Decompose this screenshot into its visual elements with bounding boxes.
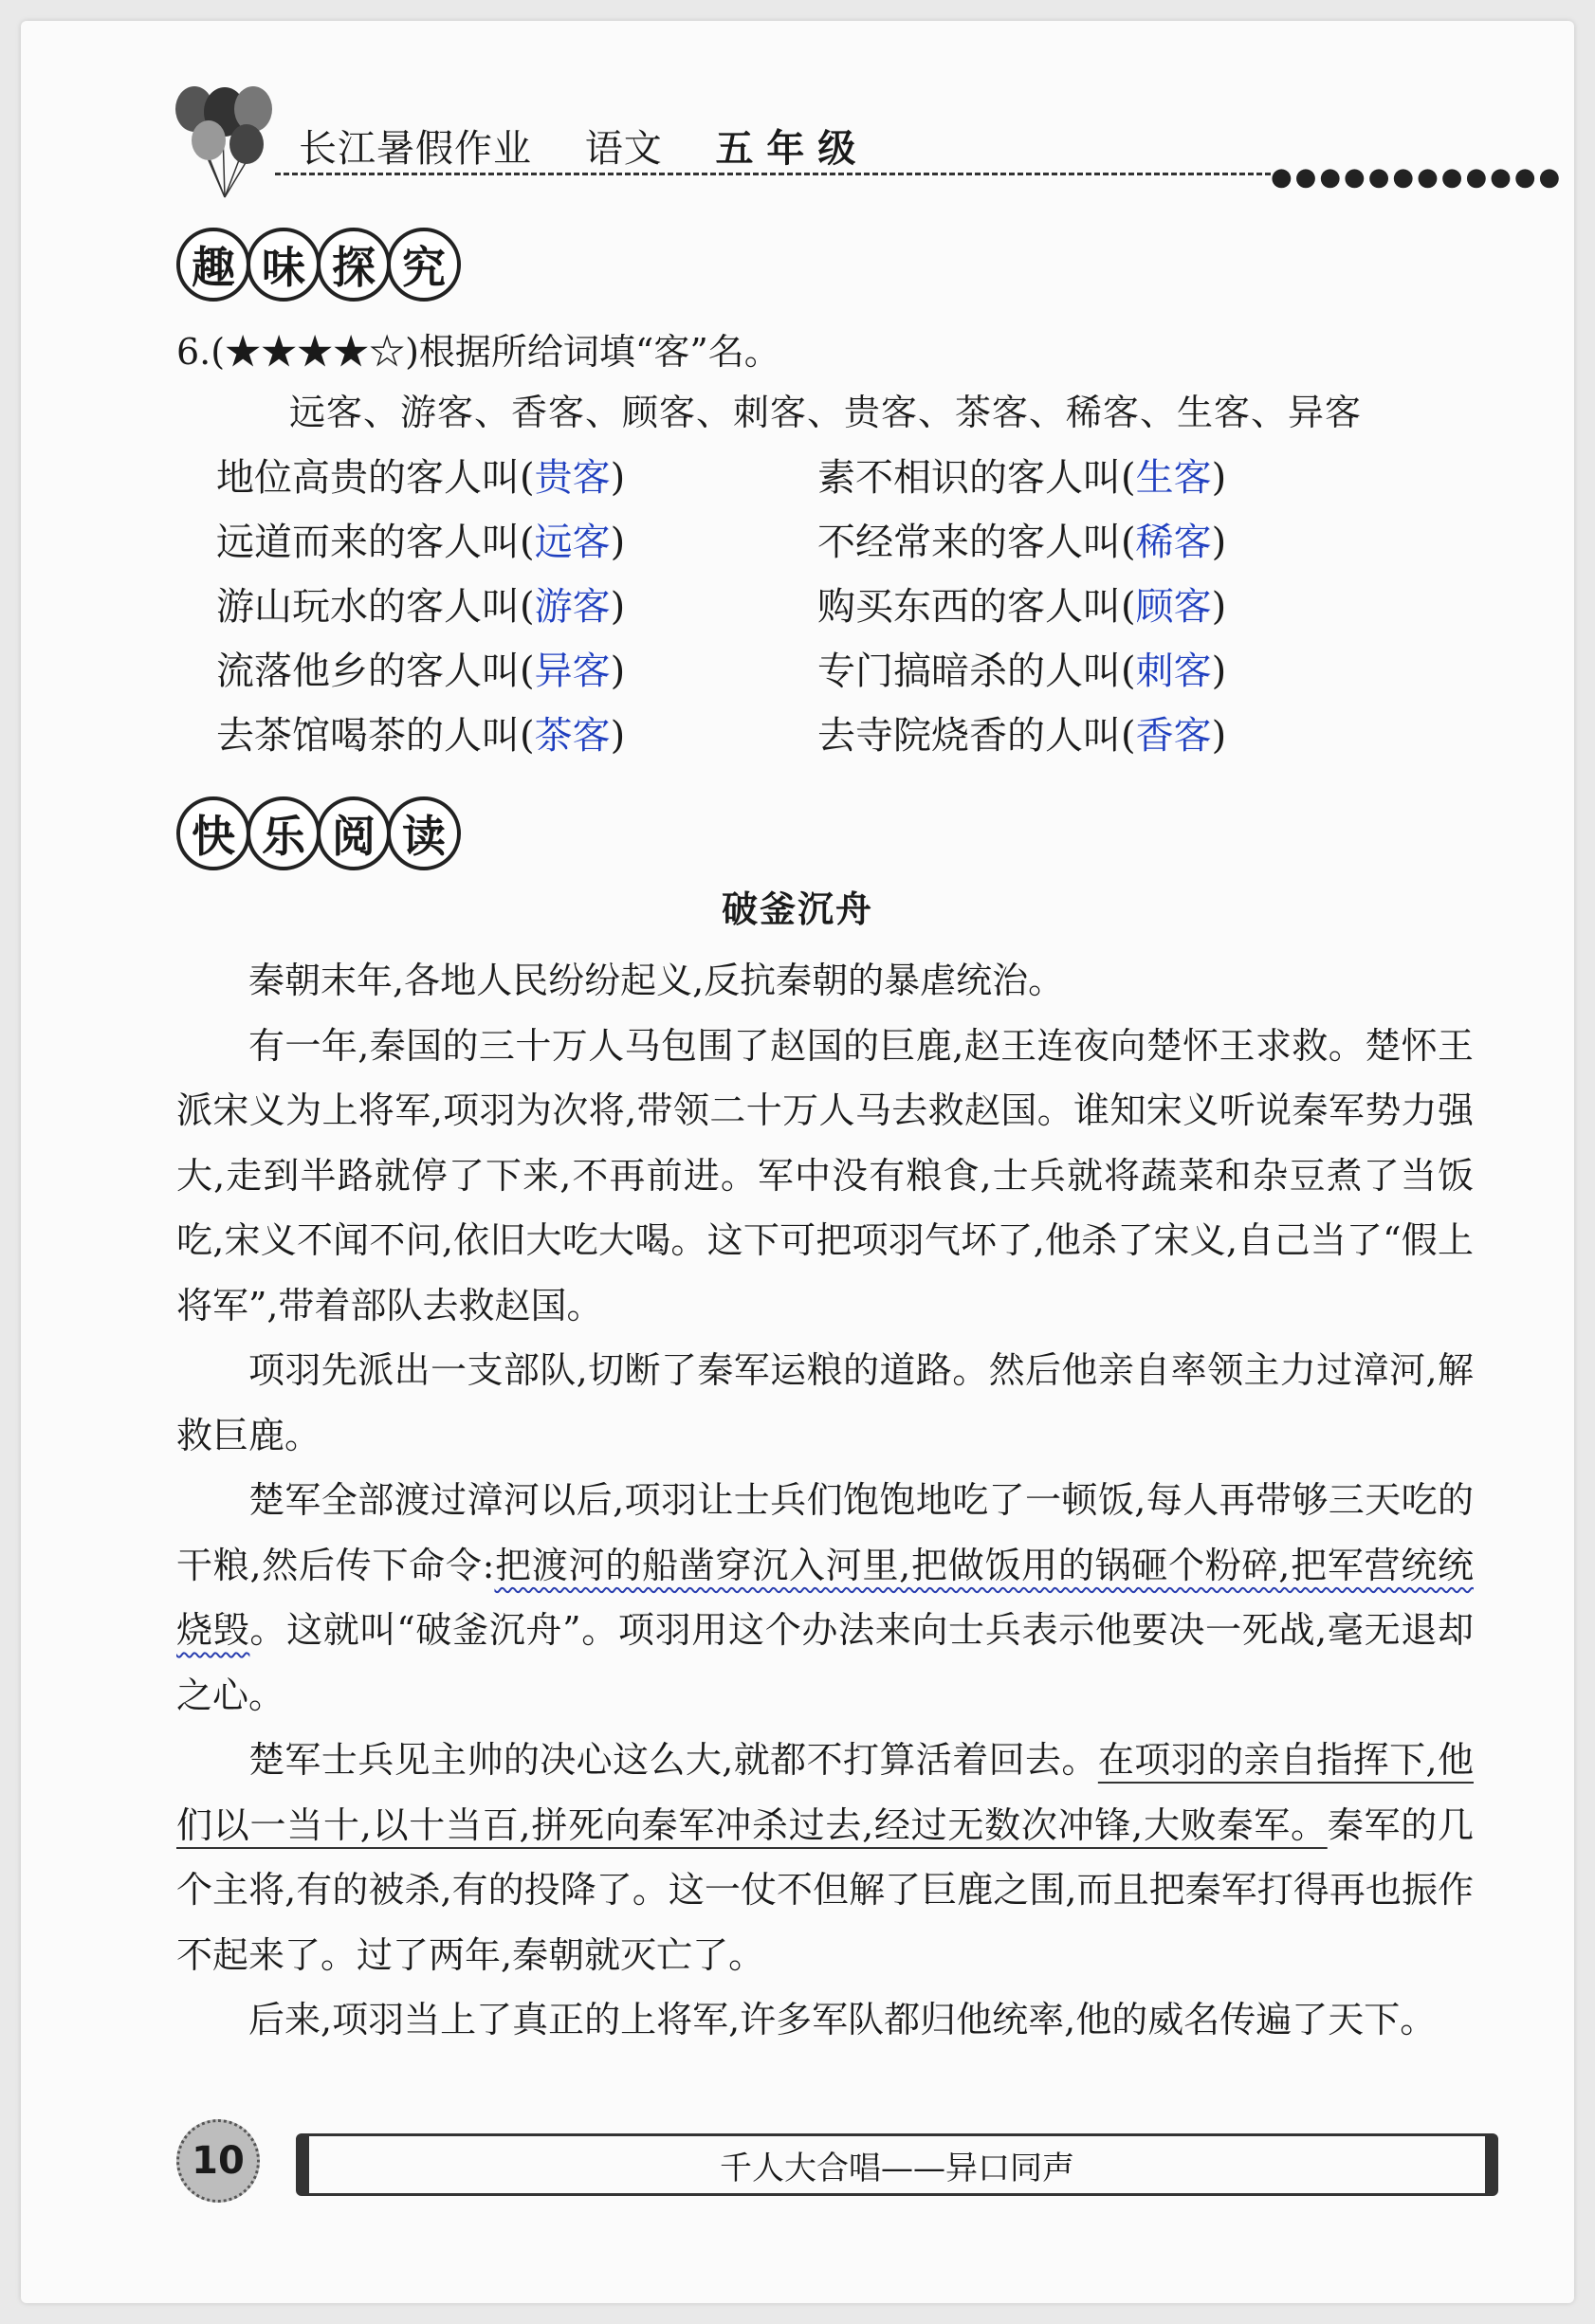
paragraph: 项羽先派出一支部队,切断了秦军运粮的道路。然后他亲自率领主力过漳河,解救巨鹿。 xyxy=(176,1349,1474,1456)
badge-char: 读 xyxy=(387,796,461,870)
balloons-icon xyxy=(166,76,280,199)
answer: 游客 xyxy=(534,585,611,629)
footer-motto: 千人大合唱——异口同声 xyxy=(720,2149,1074,2187)
fill-item: 去寺院烧香的人叫(香客) xyxy=(817,714,1227,758)
header-dots: ●●●●●●●●●●●● xyxy=(1271,163,1564,192)
paragraph: 楚军全部渡过漳河以后,项羽让士兵们饱饱地吃了一顿饭,每人再带够三天吃的干粮,然后传下命令:把渡河的船凿穿沉入河里,把做饭用的锅砸个粉碎,把军营统统烧毁。这就叫“破釜沉舟”。项羽用这个办法来向士兵表示他要决一死战,毫无退却之心。 xyxy=(176,1479,1474,1716)
fill-item: 远道而来的客人叫(远客) xyxy=(216,521,626,564)
fill-item: 购买东西的客人叫(顾客) xyxy=(817,585,1227,629)
answer: 香客 xyxy=(1135,714,1212,758)
badge-char: 味 xyxy=(247,228,321,302)
badge-char: 究 xyxy=(387,228,461,302)
underlined-text: 在项羽的亲自指挥下,他们以一当十,以十当百,拼死向秦军冲杀过去,经过无数次冲锋,大败秦军。 xyxy=(176,1739,1474,1846)
answer: 顾客 xyxy=(1135,585,1212,629)
answer: 稀客 xyxy=(1135,521,1212,564)
word-list: 远客、游客、香客、顾客、刺客、贵客、茶客、稀客、生客、异客 xyxy=(289,392,1363,433)
section-badge-fun-explore xyxy=(176,228,457,302)
answer: 异客 xyxy=(534,650,611,693)
passage-body xyxy=(176,948,1474,2053)
fill-item: 流落他乡的客人叫(异客) xyxy=(216,650,626,693)
answer: 茶客 xyxy=(534,714,611,758)
section-badge-happy-reading xyxy=(176,796,457,870)
badge-char: 阅 xyxy=(317,796,391,870)
badge-char: 探 xyxy=(317,228,391,302)
paragraph: 后来,项羽当上了真正的上将军,许多军队都归他统率,他的威名传遍了天下。 xyxy=(248,1999,1437,2040)
answer: 刺客 xyxy=(1135,650,1212,693)
fill-item: 不经常来的客人叫(稀客) xyxy=(817,521,1227,564)
paragraph: 有一年,秦国的三十万人马包围了赵国的巨鹿,赵王连夜向楚怀王求救。楚怀王派宋义为上将军,项羽为次将,带领二十万人马去救赵国。谁知宋义听说秦军势力强大,走到半路就停了下来,不再前进。军中没有粮食,士兵就将蔬菜和杂豆煮了当饭吃,宋义不闻不问,依旧大吃大喝。这下可把项羽气坏了,他杀了宋义,自己当了“假上将军”,带着部队去救赵国。 xyxy=(176,1024,1474,1327)
header-divider xyxy=(275,173,1271,175)
fill-item: 素不相识的客人叫(生客) xyxy=(817,456,1227,500)
book-title: 长江暑假作业 xyxy=(299,127,532,171)
fill-item: 游山玩水的客人叫(游客) xyxy=(216,585,626,629)
badge-char: 趣 xyxy=(176,228,250,302)
paragraph: 楚军士兵见主帅的决心这么大,就都不打算活着回去。在项羽的亲自指挥下,他们以一当十,以十当百,拼死向秦军冲杀过去,经过无数次冲锋,大败秦军。秦军的几个主将,有的被杀,有的投降了。这一仗不但解了巨鹿之围,而且把秦军打得再也振作不起来了。过了两年,秦朝就灭亡了。 xyxy=(176,1739,1474,1976)
page-number: 10 xyxy=(176,2119,260,2203)
wavy-underlined-text: 把渡河的船凿穿沉入河里,把做饭用的锅砸个粉碎,把军营统统烧毁 xyxy=(176,1544,1474,1651)
paragraph: 秦朝末年,各地人民纷纷起义,反抗秦朝的暴虐统治。 xyxy=(248,960,1065,1001)
answer: 生客 xyxy=(1135,456,1212,500)
answer: 远客 xyxy=(534,521,611,564)
passage-title: 破釜沉舟 xyxy=(721,888,873,930)
footer-scroll-banner xyxy=(296,2133,1498,2196)
subject-label: 语文 xyxy=(584,127,663,171)
badge-char: 乐 xyxy=(247,796,321,870)
grade-label: 五年级 xyxy=(715,127,870,171)
badge-char: 快 xyxy=(176,796,250,870)
fill-item: 去茶馆喝茶的人叫(茶客) xyxy=(216,714,626,758)
fill-item: 地位高贵的客人叫(贵客) xyxy=(216,456,626,500)
running-header xyxy=(299,119,908,173)
fill-item: 专门搞暗杀的人叫(刺客) xyxy=(817,650,1227,693)
answer: 贵客 xyxy=(534,456,611,500)
question-6: 6.(★★★★☆)根据所给词填“客”名。 xyxy=(176,331,780,373)
